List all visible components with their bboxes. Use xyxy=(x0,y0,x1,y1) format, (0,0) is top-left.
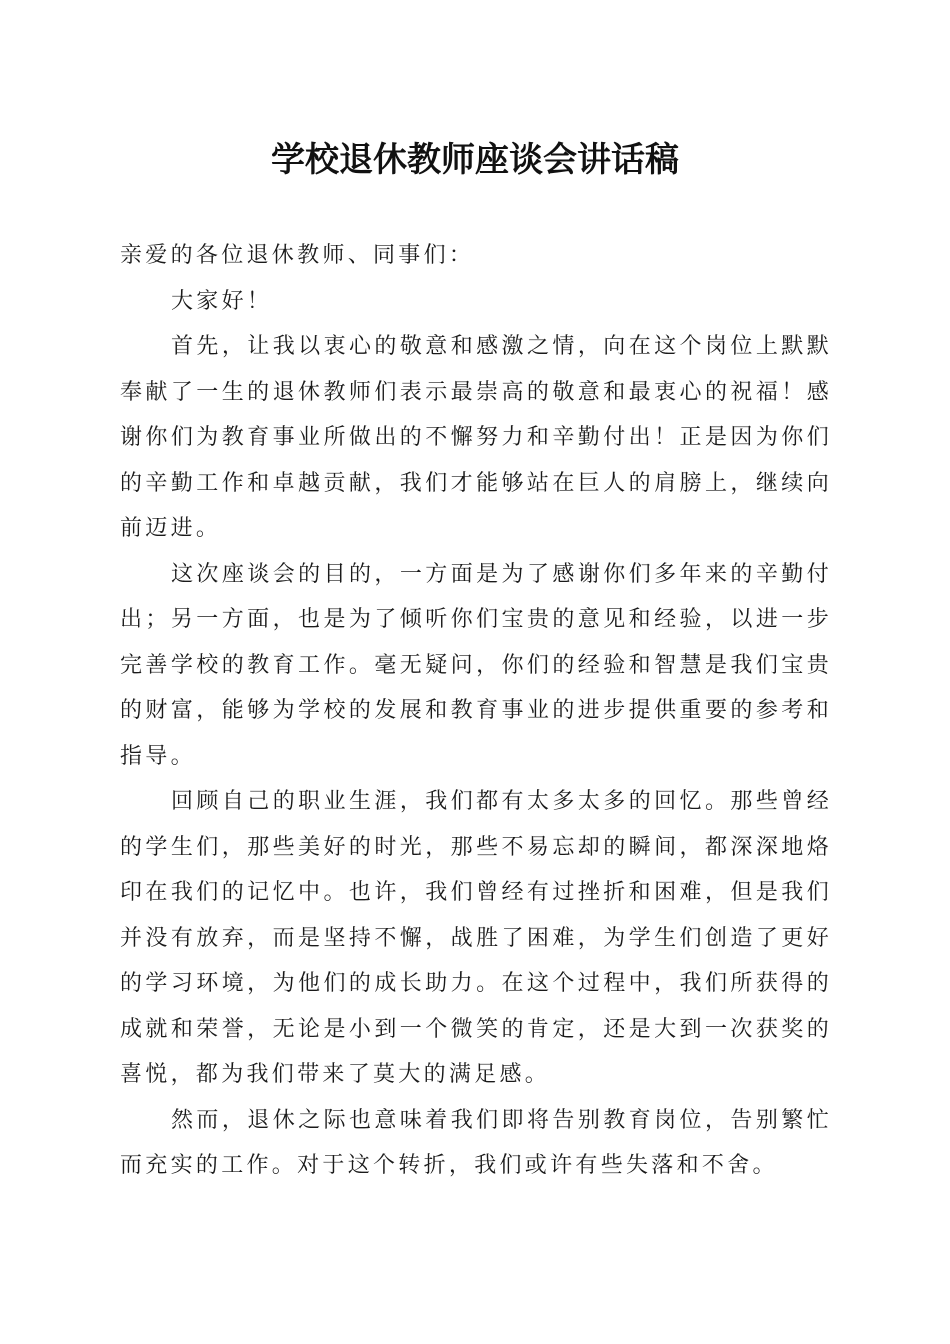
paragraph-career-review: 回顾自己的职业生涯，我们都有太多太多的回忆。那些曾经的学生们，那些美好的时光，那些不易忘却的瞬间，都深深地烙印在我们的记忆中。也许，我们曾经有过挫折和困难，但是我们并没有放弃，而是坚持不懈，战胜了困难，为学生们创造了更好的学习环境，为他们的成长助力。在这个过程中，我们所获得的成就和荣誉，无论是小到一个微笑的肯定，还是大到一次获奖的喜悦，都为我们带来了莫大的满足感。 xyxy=(120,789,832,1087)
paragraph-greeting: 大家好！ xyxy=(171,288,273,314)
paragraph-gratitude: 首先，让我以衷心的敬意和感激之情，向在这个岗位上默默奉献了一生的退休教师们表示最崇高的敬意和最衷心的祝福！感谢你们为教育事业所做出的不懈努力和辛勤付出！正是因为你们的辛勤工作和卓越贡献，我们才能够站在巨人的肩膀上，继续向前迈进。 xyxy=(120,334,832,541)
paragraph-retirement: 然而，退休之际也意味着我们即将告别教育岗位，告别繁忙而充实的工作。对于这个转折，我们或许有些失落和不舍。 xyxy=(120,1107,832,1178)
document-title: 学校退休教师座谈会讲话稿 xyxy=(271,140,679,180)
document-body xyxy=(120,233,832,1189)
salutation: 亲爱的各位退休教师、同事们： xyxy=(120,243,475,268)
paragraph-purpose: 这次座谈会的目的，一方面是为了感谢你们多年来的辛勤付出；另一方面，也是为了倾听你们宝贵的意见和经验，以进一步完善学校的教育工作。毫无疑问，你们的经验和智慧是我们宝贵的财富，能够为学校的发展和教育事业的进步提供重要的参考和指导。 xyxy=(120,561,832,769)
